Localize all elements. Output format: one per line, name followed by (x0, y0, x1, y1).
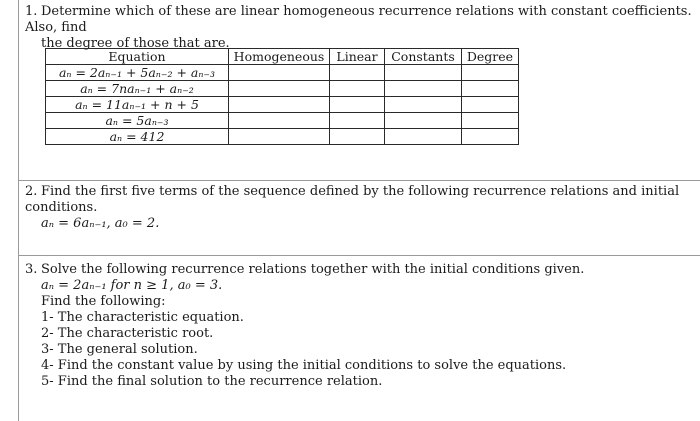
equation-cell: aₙ = 412 (46, 129, 229, 145)
question-3-find-label: Find the following: (41, 294, 166, 309)
question-3-recurrence: aₙ = 2aₙ₋₁ for n ≥ 1, a₀ = 3. (41, 278, 223, 293)
homogeneous-cell[interactable] (229, 129, 330, 145)
degree-cell[interactable] (462, 129, 519, 145)
header-equation: Equation (46, 49, 229, 65)
header-constants: Constants (385, 49, 462, 65)
header-degree: Degree (462, 49, 519, 65)
question-3-item: 5- Find the final solution to the recurrence relation. (41, 374, 383, 389)
question-3-item: 4- Find the constant value by using the initial conditions to solve the equations. (41, 358, 567, 373)
table-row (46, 97, 519, 113)
recurrence-table (45, 48, 519, 145)
linear-cell[interactable] (330, 113, 385, 129)
question-1-text (25, 4, 700, 52)
question-2-line-1: Find the first five terms of the sequence defined by the following recurrence relations and initial conditions. (25, 184, 680, 215)
degree-cell[interactable] (462, 97, 519, 113)
degree-cell[interactable] (462, 113, 519, 129)
question-3-item: 3- The general solution. (41, 342, 198, 357)
homogeneous-cell[interactable] (229, 97, 330, 113)
constants-cell[interactable] (385, 97, 462, 113)
linear-cell[interactable] (330, 129, 385, 145)
question-3-item: 1- The characteristic equation. (41, 310, 244, 325)
question-1-number: 1. (25, 4, 38, 19)
equation-cell: aₙ = 11aₙ₋₁ + n + 5 (46, 97, 229, 113)
table-row (46, 81, 519, 97)
question-3-text (25, 262, 584, 390)
homogeneous-cell[interactable] (229, 81, 330, 97)
constants-cell[interactable] (385, 113, 462, 129)
homogeneous-cell[interactable] (229, 65, 330, 81)
question-2-section (18, 180, 700, 256)
linear-cell[interactable] (330, 65, 385, 81)
question-3-line-1: Solve the following recurrence relations together with the initial conditions given. (41, 262, 585, 277)
equation-cell: aₙ = 5aₙ₋₃ (46, 113, 229, 129)
table-row (46, 113, 519, 129)
constants-cell[interactable] (385, 129, 462, 145)
table-row (46, 129, 519, 145)
degree-cell[interactable] (462, 65, 519, 81)
degree-cell[interactable] (462, 81, 519, 97)
homogeneous-cell[interactable] (229, 113, 330, 129)
question-2-recurrence: aₙ = 6aₙ₋₁, a₀ = 2. (41, 216, 160, 231)
equation-cell: aₙ = 7naₙ₋₁ + aₙ₋₂ (46, 81, 229, 97)
question-1-line-1: Determine which of these are linear homogeneous recurrence relations with constant coefficients. Also, find (25, 4, 692, 35)
question-1-line-2: the degree of those that are. (41, 36, 230, 51)
question-1-section (18, 0, 700, 181)
question-3-number: 3. (25, 262, 38, 277)
header-homogeneous: Homogeneous (229, 49, 330, 65)
constants-cell[interactable] (385, 81, 462, 97)
constants-cell[interactable] (385, 65, 462, 81)
linear-cell[interactable] (330, 97, 385, 113)
table-header-row (46, 49, 519, 65)
table-row (46, 65, 519, 81)
header-linear: Linear (330, 49, 385, 65)
equation-cell: aₙ = 2aₙ₋₁ + 5aₙ₋₂ + aₙ₋₃ (46, 65, 229, 81)
question-3-section (18, 255, 700, 421)
linear-cell[interactable] (330, 81, 385, 97)
question-3-item: 2- The characteristic root. (41, 326, 214, 341)
question-2-number: 2. (25, 184, 38, 199)
question-2-text (25, 184, 700, 232)
